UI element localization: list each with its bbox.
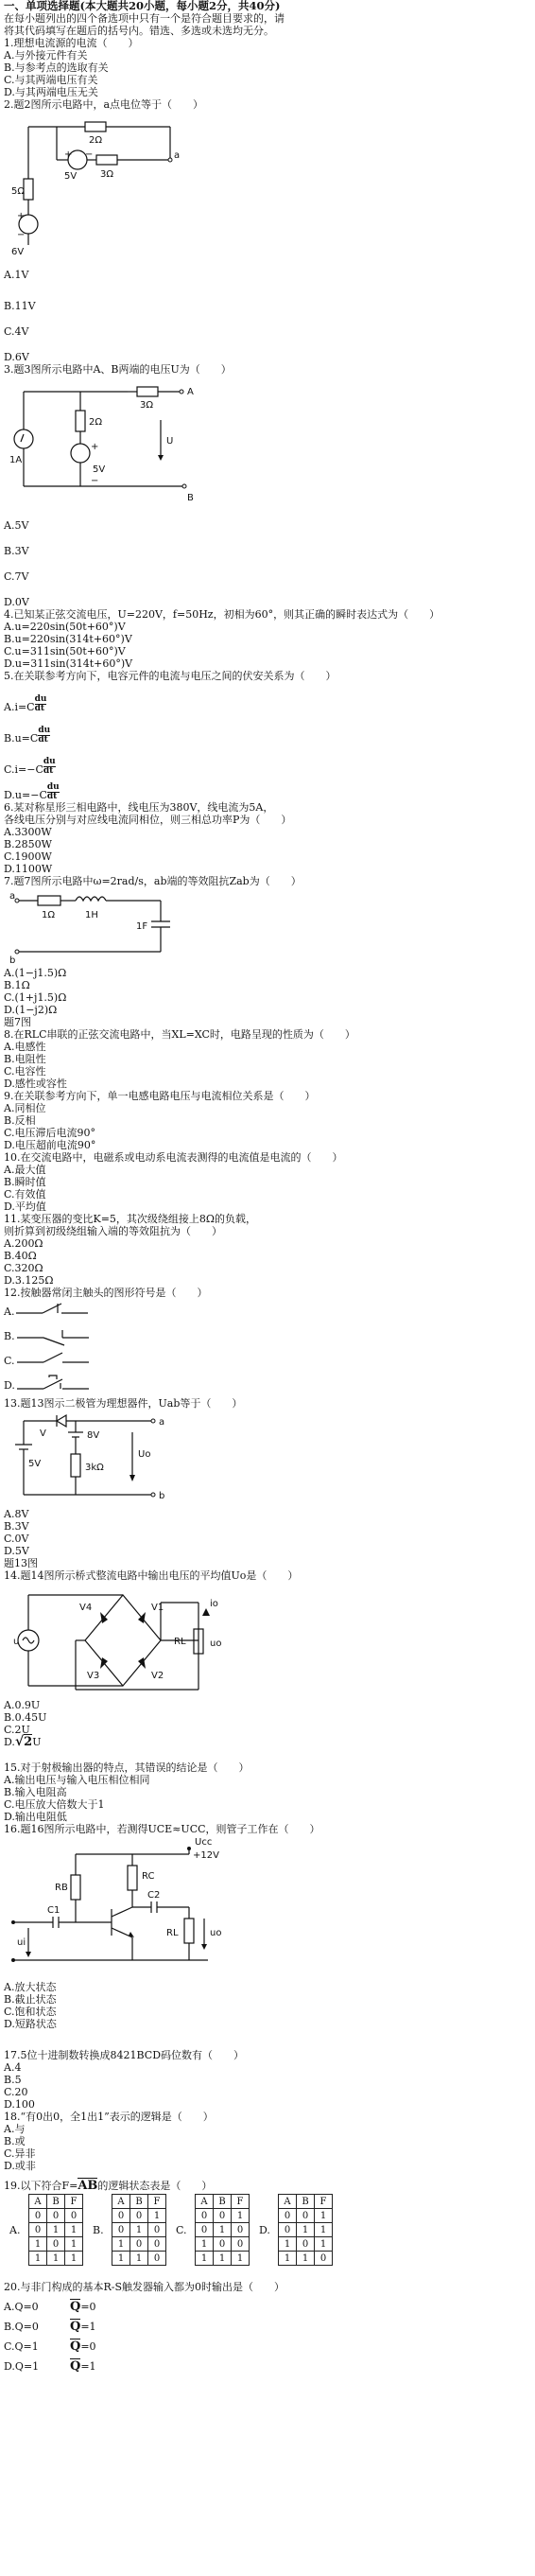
q11-option-d: D.3.125Ω — [4, 1274, 54, 1287]
truth-table-header: A — [196, 2195, 214, 2209]
truth-table-cell: 1 — [232, 2209, 250, 2223]
q7-label-a: a — [9, 891, 16, 902]
table-row — [279, 2209, 333, 2223]
q20-option-a: A.Q=0 Q=0 — [4, 2300, 96, 2314]
q2-label-5ohm: 5Ω — [11, 186, 26, 197]
q10-option-a: A.最大值 — [4, 1164, 46, 1176]
q7-stem: 7.题7图所示电路中ω=2rad/s，ab端的等效阻抗Zab为（ ） — [4, 875, 302, 887]
q12-option-b: B. — [4, 1323, 535, 1348]
truth-table-cell: 0 — [214, 2237, 232, 2252]
truth-table-header: A — [279, 2195, 297, 2209]
q6-option-d: D.1100W — [4, 863, 53, 875]
q13-option-b: B.3V — [4, 1520, 29, 1533]
q13-figure-caption: 题13图 — [4, 1557, 38, 1569]
table-row — [112, 2223, 166, 2237]
q12-option-a: A. — [4, 1299, 535, 1323]
q2-option-a: A.1V — [4, 269, 29, 281]
table-row — [112, 2237, 166, 2252]
q17-option-d: D.100 — [4, 2098, 35, 2111]
q13-option-d: D.5V — [4, 1545, 29, 1557]
q17-option-b: B.5 — [4, 2074, 22, 2086]
truth-table-cell: 1 — [65, 2237, 83, 2252]
q1-option-a: A.与外接元件有关 — [4, 49, 88, 61]
q14-label-u: u — [13, 1637, 20, 1647]
q14-label-v3: V3 — [87, 1671, 100, 1681]
truth-table-cell: 1 — [65, 2223, 83, 2237]
q7-option-c: C.(1+j1.5)Ω — [4, 991, 67, 1004]
q15-option-d: D.输出电阻低 — [4, 1811, 67, 1823]
truth-table-cell: 1 — [297, 2252, 315, 2266]
q19-truth-table — [28, 2194, 83, 2266]
q16-label-uo: uo — [210, 1928, 222, 1938]
q1-option-d: D.与其两端电压无关 — [4, 86, 98, 98]
q11-option-b: B.40Ω — [4, 1250, 37, 1262]
q10-stem: 10.在交流电路中，电磁系或电动系电流表测得的电流值是电流的（ ） — [4, 1151, 343, 1164]
q6-stem-line-2: 各线电压分别与对应线电流同相位，则三相总功率P为（ ） — [4, 814, 292, 826]
q7-label-1f: 1F — [136, 921, 148, 932]
q3-stem: 3.题3图所示电路中A、B两端的电压U为（ ） — [4, 363, 232, 376]
q16-label-rb: RB — [55, 1883, 68, 1893]
q16-stem: 16.题16图所示电路中，若测得UCE≈UCC，则管子工作在（ ） — [4, 1823, 320, 1835]
q14-bridge-rectifier-diagram — [9, 1584, 236, 1697]
truth-table-cell: 0 — [148, 2252, 166, 2266]
q3-minus: − — [91, 476, 99, 486]
truth-table-cell: 1 — [47, 2223, 65, 2237]
q13-circuit-diagram — [9, 1411, 189, 1506]
truth-table-cell: 0 — [112, 2223, 130, 2237]
q9-option-d: D.电压超前电流90° — [4, 1139, 96, 1151]
truth-table-cell: 1 — [279, 2237, 297, 2252]
q15-stem: 15.对于射极输出器的特点，其错误的结论是（ ） — [4, 1761, 250, 1774]
q9-option-b: B.反相 — [4, 1114, 36, 1127]
q16-label-12v: +12V — [193, 1850, 219, 1861]
q13-label-8v: 8V — [87, 1430, 100, 1441]
table-row — [279, 2223, 333, 2237]
q17-option-c: C.20 — [4, 2086, 28, 2098]
q13-stem: 13.题13图示二极管为理想器件，Uab等于（ ） — [4, 1397, 243, 1410]
truth-table-header: F — [148, 2195, 166, 2209]
q11-option-c: C.320Ω — [4, 1262, 43, 1274]
q2-stem: 2.题2图所示电路中，a点电位等于（ ） — [4, 98, 204, 111]
table-row — [279, 2252, 333, 2266]
q13-option-c: C.0V — [4, 1533, 29, 1545]
q16-option-d: D.短路状态 — [4, 2018, 57, 2030]
table-row — [29, 2223, 83, 2237]
q4-option-a: A.u=220sin(50t+60°)V — [4, 621, 126, 633]
q12-option-c: C. — [4, 1348, 535, 1373]
q3-circuit-diagram — [9, 377, 198, 510]
truth-table-cell: 0 — [297, 2209, 315, 2223]
q8-option-b: B.电阻性 — [4, 1053, 46, 1065]
truth-table-cell: 1 — [315, 2209, 333, 2223]
q13-label-b: b — [159, 1491, 165, 1501]
truth-table-cell: 0 — [65, 2209, 83, 2223]
truth-table-cell: 1 — [196, 2252, 214, 2266]
q8-option-a: A.电感性 — [4, 1041, 46, 1053]
q3-label-u: U — [166, 436, 174, 447]
truth-table-cell: 1 — [47, 2252, 65, 2266]
q7-option-d: D.(1−j2)Ω — [4, 1004, 58, 1016]
q2-label-a: a — [174, 150, 181, 161]
truth-table-cell: 1 — [29, 2252, 47, 2266]
q16-amplifier-diagram — [9, 1837, 236, 1979]
q3-option-c: C.7V — [4, 570, 29, 583]
q19-option-label: B. — [93, 2223, 104, 2236]
q7-label-1h: 1H — [85, 910, 98, 920]
q14-label-io: io — [210, 1599, 218, 1609]
q12-stem: 12.按触器常闭主触头的图形符号是（ ） — [4, 1287, 208, 1299]
q5-option-a: A.i=C $\frac{du}{dt}$ — [4, 694, 47, 713]
truth-table-cell: 1 — [130, 2252, 148, 2266]
q14-label-v1: V1 — [151, 1603, 164, 1613]
q15-option-b: B.输入电阻高 — [4, 1786, 67, 1798]
truth-table-cell: 0 — [297, 2237, 315, 2252]
section-title: 一、单项选择题(本大题共20小题，每小题2分，共40分) — [4, 0, 281, 12]
q12-symbol-c — [15, 1349, 91, 1372]
truth-table-cell: 0 — [112, 2209, 130, 2223]
truth-table-cell: 0 — [279, 2223, 297, 2237]
truth-table-cell: 1 — [232, 2252, 250, 2266]
table-row — [196, 2223, 250, 2237]
q17-stem: 17.5位十进制数转换成8421BCD码位数有（ ） — [4, 2049, 245, 2061]
truth-table-header: B — [297, 2195, 315, 2209]
q4-option-b: B.u=220sin(314t+60°)V — [4, 633, 132, 645]
q19-truth-table — [278, 2194, 333, 2266]
q12-symbol-a — [14, 1300, 90, 1323]
truth-table-cell: 1 — [130, 2223, 148, 2237]
q2-label-6v: 6V — [11, 247, 25, 257]
q7-label-1ohm: 1Ω — [42, 910, 56, 920]
q7-label-b: b — [9, 955, 16, 965]
q16-option-c: C.饱和状态 — [4, 2006, 57, 2018]
q18-option-b: B.或 — [4, 2135, 26, 2147]
q11-option-a: A.200Ω — [4, 1237, 43, 1250]
q14-label-v4: V4 — [79, 1603, 93, 1613]
truth-table-cell: 0 — [196, 2223, 214, 2237]
q20-stem: 20.与非门构成的基本R-S触发器输入都为0时输出是（ ） — [4, 2281, 285, 2293]
truth-table-cell: 1 — [214, 2252, 232, 2266]
table-row — [196, 2237, 250, 2252]
q14-label-v2: V2 — [151, 1671, 164, 1681]
truth-table-header: B — [214, 2195, 232, 2209]
table-row — [29, 2209, 83, 2223]
q5-stem: 5.在关联参考方向下，电容元件的电流与电压之间的伏安关系为（ ） — [4, 670, 337, 682]
q15-option-a: A.输出电压与输入电压相位相同 — [4, 1774, 150, 1786]
q19-truth-table — [112, 2194, 166, 2266]
q3-label-3ohm: 3Ω — [140, 400, 154, 411]
truth-table-cell: 1 — [112, 2252, 130, 2266]
table-row — [112, 2209, 166, 2223]
table-row — [112, 2252, 166, 2266]
table-row — [29, 2237, 83, 2252]
q16-label-ucc: Ucc — [195, 1837, 213, 1848]
q2-label-2ohm: 2Ω — [89, 135, 103, 146]
q13-label-uo: Uo — [138, 1449, 151, 1460]
q20-option-b: B.Q=0 Q=1 — [4, 2320, 96, 2334]
q2-option-d: D.6V — [4, 351, 29, 363]
q11-stem-line-2: 则折算到初级绕组输入端的等效阻抗为（ ） — [4, 1225, 222, 1237]
truth-table-cell: 0 — [29, 2209, 47, 2223]
q19-truth-table — [195, 2194, 250, 2266]
truth-table-header: B — [130, 2195, 148, 2209]
q19-option-label: A. — [9, 2223, 21, 2236]
q5-option-d: D.u=−C $\frac{du}{dt}$ — [4, 782, 60, 801]
q7-circuit-diagram — [9, 889, 180, 965]
q3-label-b: B — [187, 493, 194, 503]
truth-table-header: A — [112, 2195, 130, 2209]
q1-stem: 1.理想电流源的电流（ ） — [4, 37, 139, 49]
truth-table-header: B — [47, 2195, 65, 2209]
truth-table-cell: 1 — [214, 2223, 232, 2237]
q3-option-a: A.5V — [4, 519, 29, 532]
table-row — [279, 2237, 333, 2252]
truth-table-cell: 1 — [196, 2237, 214, 2252]
q3-label-5v: 5V — [93, 464, 106, 475]
table-row — [196, 2209, 250, 2223]
q11-stem-line-1: 11.某变压器的变比K=5，其次级绕组接上8Ω的负载， — [4, 1213, 257, 1225]
q19-option-label: C. — [176, 2223, 187, 2236]
q1-option-c: C.与其两端电压有关 — [4, 74, 98, 86]
truth-table-cell: 1 — [279, 2252, 297, 2266]
q3-label-a: A — [187, 387, 194, 397]
q2-circuit-diagram — [9, 113, 189, 259]
q3-plus: + — [91, 442, 99, 452]
q16-label-ui: ui — [17, 1937, 26, 1948]
q16-option-b: B.截止状态 — [4, 1993, 57, 2006]
truth-table-cell: 0 — [214, 2209, 232, 2223]
q10-option-d: D.平均值 — [4, 1200, 46, 1213]
q1-option-b: B.与参考点的选取有关 — [4, 61, 109, 74]
q14-option-d: D.√2U — [4, 1734, 42, 1749]
truth-table-cell: 1 — [65, 2252, 83, 2266]
q2-plus-5v: + — [64, 149, 73, 160]
truth-table-cell: 1 — [297, 2223, 315, 2237]
truth-table-header: F — [65, 2195, 83, 2209]
truth-table-cell: 0 — [29, 2223, 47, 2237]
q19-option-label: D. — [259, 2223, 270, 2236]
q6-option-a: A.3300W — [4, 826, 52, 838]
q4-stem: 4.已知某正弦交流电压，U=220V，f=50Hz，初相为60°，则其正确的瞬时表达式为（ ） — [4, 608, 440, 621]
truth-table-cell: 0 — [148, 2237, 166, 2252]
q7-option-a: A.(1−j1.5)Ω — [4, 967, 67, 979]
truth-table-cell: 0 — [47, 2237, 65, 2252]
truth-table-cell: 0 — [130, 2237, 148, 2252]
q2-label-3ohm: 3Ω — [100, 169, 114, 180]
truth-table-header: F — [232, 2195, 250, 2209]
truth-table-header: A — [29, 2195, 47, 2209]
q3-option-b: B.3V — [4, 545, 29, 557]
q3-label-2ohm: 2Ω — [89, 417, 103, 428]
q18-option-d: D.或非 — [4, 2160, 36, 2172]
q12-symbol-b — [15, 1324, 91, 1347]
q2-option-b: B.11V — [4, 300, 36, 312]
q20-option-d: D.Q=1 Q=1 — [4, 2359, 96, 2374]
q10-option-b: B.瞬时值 — [4, 1176, 46, 1188]
q4-option-d: D.u=311sin(314t+60°)V — [4, 657, 133, 670]
q16-label-rc: RC — [142, 1871, 155, 1882]
q19-stem: 19.以下符合F=AB的逻辑状态表是（ ） — [4, 2179, 213, 2193]
truth-table-cell: 0 — [279, 2209, 297, 2223]
section-intro-line-1: 在每小题列出的四个备选项中只有一个是符合题目要求的，请 — [4, 12, 285, 25]
truth-table-header: F — [315, 2195, 333, 2209]
q10-option-c: C.有效值 — [4, 1188, 46, 1200]
q6-option-b: B.2850W — [4, 838, 52, 850]
q12-symbol-d — [15, 1374, 91, 1396]
section-intro-line-2: 将其代码填写在题后的括号内。错选、多选或未选均无分。 — [4, 25, 274, 37]
truth-table-cell: 0 — [315, 2252, 333, 2266]
truth-table-cell: 0 — [196, 2209, 214, 2223]
q6-stem-line-1: 6.某对称星形三相电路中，线电压为380V，线电流为5A， — [4, 801, 274, 814]
q5-option-c: C.i=−C $\frac{du}{dt}$ — [4, 757, 56, 776]
q12-option-d: D. — [4, 1373, 535, 1397]
q5-option-b: B.u=C $\frac{du}{dt}$ — [4, 726, 51, 745]
q8-stem: 8.在RLC串联的正弦交流电路中，当XL=XC时，电路呈现的性质为（ ） — [4, 1028, 355, 1041]
q8-option-c: C.电容性 — [4, 1065, 46, 1078]
truth-table-cell: 0 — [232, 2237, 250, 2252]
truth-table-cell: 1 — [315, 2223, 333, 2237]
q16-label-c2: C2 — [147, 1890, 161, 1901]
truth-table-cell: 1 — [112, 2237, 130, 2252]
truth-table-cell: 0 — [232, 2223, 250, 2237]
q3-option-d: D.0V — [4, 596, 29, 608]
q4-option-c: C.u=311sin(50t+60°)V — [4, 645, 126, 657]
q18-stem: 18.“有0出0，全1出1”表示的逻辑是（ ） — [4, 2111, 214, 2123]
q7-figure-caption: 题7图 — [4, 1016, 31, 1028]
truth-table-cell: 1 — [315, 2237, 333, 2252]
table-row — [196, 2252, 250, 2266]
q17-option-a: A.4 — [4, 2061, 22, 2074]
q14-option-a: A.0.9U — [4, 1699, 41, 1711]
q13-option-a: A.8V — [4, 1508, 29, 1520]
truth-table-cell: 0 — [148, 2223, 166, 2237]
q19-truth-tables — [9, 2194, 535, 2266]
q13-label-v: V — [40, 1428, 46, 1439]
truth-table-cell: 0 — [47, 2209, 65, 2223]
q14-label-rl: RL — [174, 1637, 186, 1647]
q15-option-c: C.电压放大倍数大于1 — [4, 1798, 105, 1811]
q7-option-b: B.1Ω — [4, 979, 30, 991]
q13-label-a: a — [159, 1417, 165, 1428]
q2-plus-6v: + — [17, 211, 26, 221]
q2-label-5v: 5V — [64, 171, 78, 182]
q8-option-d: D.感性或容性 — [4, 1078, 67, 1090]
q2-option-c: C.4V — [4, 325, 29, 338]
q16-label-c1: C1 — [47, 1905, 60, 1916]
q2-minus-5v: − — [85, 149, 94, 160]
q3-label-1a: 1A — [9, 455, 23, 465]
q2-minus-6v: − — [17, 230, 26, 240]
q9-stem: 9.在关联参考方向下，单一电感电路电压与电流相位关系是（ ） — [4, 1090, 316, 1102]
q18-option-c: C.异非 — [4, 2147, 36, 2160]
q14-option-c: C.2U — [4, 1724, 30, 1736]
q13-label-3kohm: 3kΩ — [85, 1463, 104, 1473]
truth-table-cell: 0 — [130, 2209, 148, 2223]
table-row — [29, 2252, 83, 2266]
q14-option-b: B.0.45U — [4, 1711, 47, 1724]
q9-option-c: C.电压滞后电流90° — [4, 1127, 96, 1139]
q18-option-a: A.与 — [4, 2123, 26, 2135]
q6-option-c: C.1900W — [4, 850, 52, 863]
q14-stem: 14.题14图所示桥式整流电路中输出电压的平均值Uo是（ ） — [4, 1569, 299, 1582]
q13-label-5v: 5V — [28, 1459, 42, 1469]
q9-option-a: A.同相位 — [4, 1102, 46, 1114]
truth-table-cell: 1 — [29, 2237, 47, 2252]
q14-label-uo: uo — [210, 1638, 222, 1649]
truth-table-cell: 1 — [148, 2209, 166, 2223]
q16-option-a: A.放大状态 — [4, 1981, 57, 1993]
q20-option-c: C.Q=1 Q=0 — [4, 2339, 96, 2354]
q16-label-rl: RL — [166, 1928, 179, 1938]
